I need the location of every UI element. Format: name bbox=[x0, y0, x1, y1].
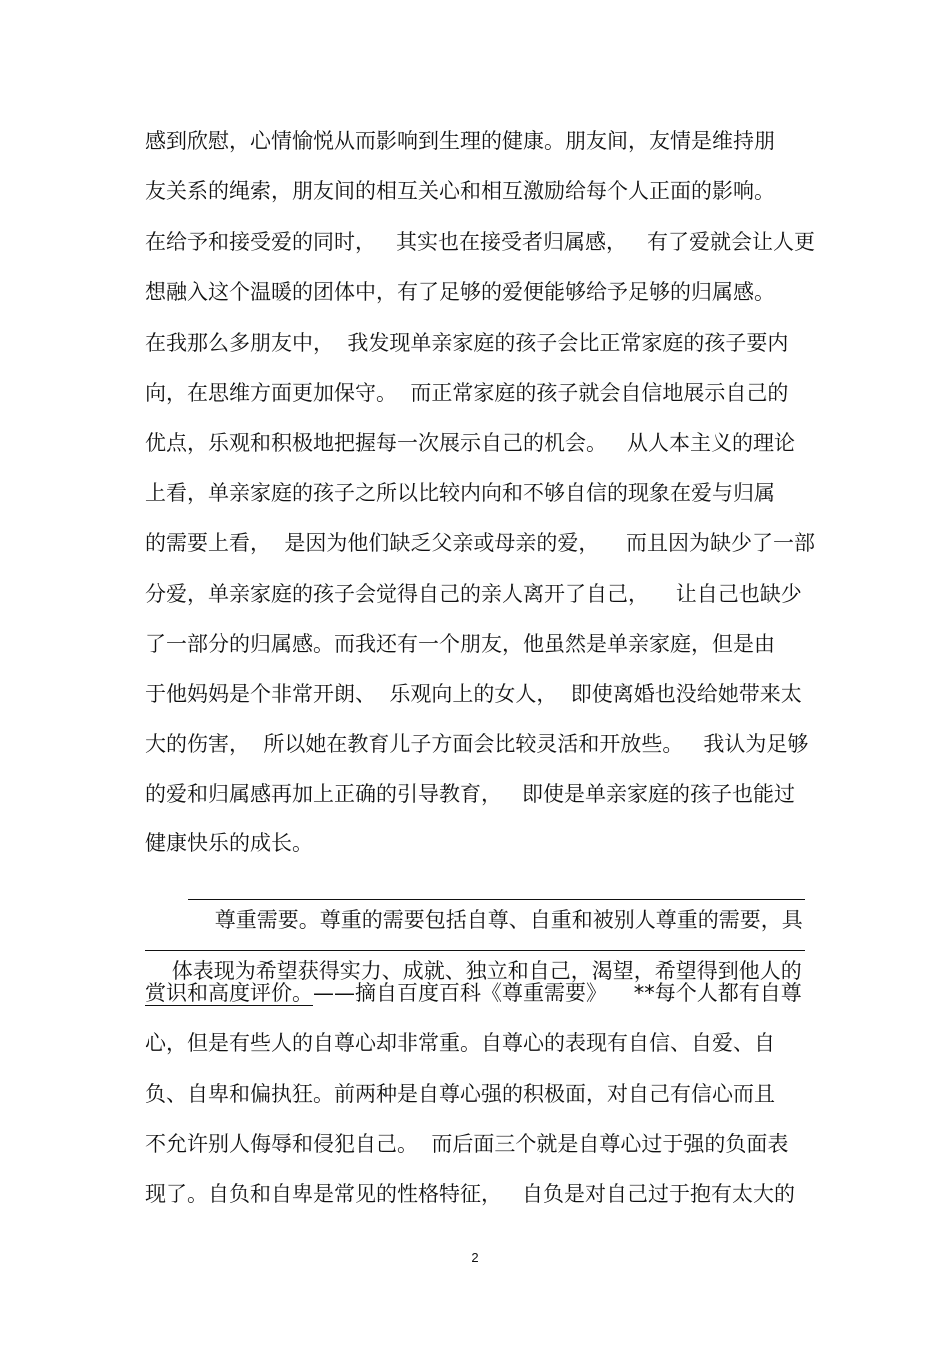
text-line: 大的伤害， 所以她在教育儿子方面会比较灵活和开放些。 我认为足够 bbox=[145, 732, 809, 756]
underlined-quote-line bbox=[188, 878, 868, 932]
text-line: 感到欣慰，心情愉悦从而影响到生理的健康。朋友间，友情是维持朋 bbox=[145, 129, 775, 153]
text-line: 负、自卑和偏执狂。前两种是自尊心强的积极面，对自己有信心而且 bbox=[145, 1082, 775, 1106]
text-line: 的需要上看， 是因为他们缺乏父亲或母亲的爱， 而且因为缺少了一部 bbox=[145, 531, 816, 555]
text-line: 向，在思维方面更加保守。 而正常家庭的孩子就会自信地展示自己的 bbox=[145, 381, 789, 405]
text-line: 在给予和接受爱的同时， 其实也在接受者归属感， 有了爱就会让人更 bbox=[145, 230, 816, 254]
quote-text: 体表现为希望获得实力、成就、独立和自己，渴望，希望得到他人的 bbox=[171, 959, 802, 983]
text-line: 在我那么多朋友中， 我发现单亲家庭的孩子会比正常家庭的孩子要内 bbox=[145, 331, 789, 355]
underlined-quote-line bbox=[145, 929, 825, 983]
page-number: 2 bbox=[471, 1250, 479, 1265]
text-line: 上看，单亲家庭的孩子之所以比较内向和不够自信的现象在爱与归属 bbox=[145, 481, 775, 505]
text-line: 现了。自负和自卑是常见的性格特征， 自负是对自己过于抱有太大的 bbox=[145, 1182, 796, 1206]
text-line bbox=[145, 979, 825, 1007]
text-line: 优点，乐观和积极地把握每一次展示自己的机会。 从人本主义的理论 bbox=[145, 431, 796, 455]
text-line: 分爱，单亲家庭的孩子会觉得自己的亲人离开了自己， 让自己也缺少 bbox=[145, 582, 802, 606]
underline-rule bbox=[145, 950, 805, 951]
text-line: 于他妈妈是个非常开朗、 乐观向上的女人， 即使离婚也没给她带来太 bbox=[145, 682, 802, 706]
text-line: 不允许别人侮辱和侵犯自己。 而后面三个就是自尊心过于强的负面表 bbox=[145, 1132, 789, 1156]
text-line: 了一部分的归属感。而我还有一个朋友，他虽然是单亲家庭，但是由 bbox=[145, 632, 775, 656]
text-line: 友关系的绳索，朋友间的相互关心和相互激励给每个人正面的影响。 bbox=[145, 179, 775, 203]
quote-text: 尊重需要。尊重的需要包括自尊、自重和被别人尊重的需要，具 bbox=[214, 908, 803, 932]
text-line: 想融入这个温暖的团体中，有了足够的爱便能够给予足够的归属感。 bbox=[145, 280, 775, 304]
citation-text: ——摘自百度百科《尊重需要》 **每个人都有自尊 bbox=[313, 981, 802, 1005]
quote-text: 赏识和高度评价。 bbox=[145, 981, 313, 1005]
text-line: 的爱和归属感再加上正确的引导教育， 即使是单亲家庭的孩子也能过 bbox=[145, 782, 796, 806]
text-line: 健康快乐的成长。 bbox=[145, 831, 313, 855]
underline-rule bbox=[188, 899, 805, 900]
text-line: 心，但是有些人的自尊心却非常重。自尊心的表现有自信、自爱、自 bbox=[145, 1031, 775, 1055]
